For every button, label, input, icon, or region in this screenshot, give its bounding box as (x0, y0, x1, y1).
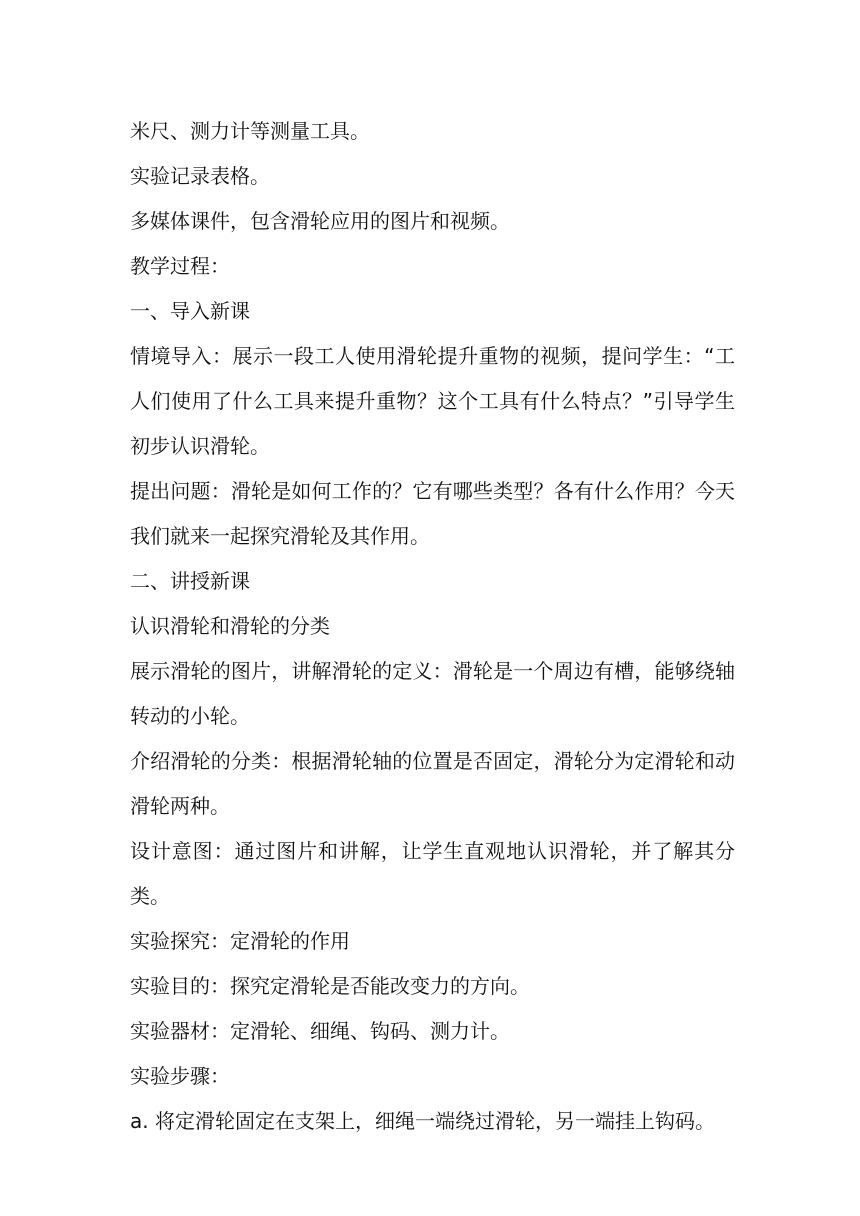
section-heading: 二、讲授新课 (130, 569, 250, 593)
list-item: a. 将定滑轮固定在支架上，细绳一端绕过滑轮，另一端挂上钩码。 (130, 1109, 715, 1133)
paragraph: 实验目的：探究定滑轮是否能改变力的方向。 (130, 974, 530, 998)
paragraph: 提出问题：滑轮是如何工作的？它有哪些类型？各有什么作用？今天我们就来一起探究滑轮及其作用。 (130, 479, 735, 548)
paragraph: 多媒体课件，包含滑轮应用的图片和视频。 (130, 209, 510, 233)
section-heading: 一、导入新课 (130, 299, 250, 323)
paragraph: 实验器材：定滑轮、细绳、钩码、测力计。 (130, 1019, 510, 1043)
paragraph: 设计意图：通过图片和讲解，让学生直观地认识滑轮，并了解其分类。 (130, 839, 735, 908)
paragraph: 实验步骤： (130, 1064, 230, 1088)
subsection-heading: 认识滑轮和滑轮的分类 (130, 614, 330, 638)
subsection-heading: 实验探究：定滑轮的作用 (130, 929, 350, 953)
paragraph: 情境导入：展示一段工人使用滑轮提升重物的视频，提问学生：“工人们使用了什么工具来提升重物？这个工具有什么特点？”引导学生初步认识滑轮。 (130, 344, 735, 458)
section-label: 教学过程： (130, 254, 230, 278)
paragraph: 实验记录表格。 (130, 164, 270, 188)
paragraph: 展示滑轮的图片，讲解滑轮的定义：滑轮是一个周边有槽，能够绕轴转动的小轮。 (130, 659, 735, 728)
paragraph: 介绍滑轮的分类：根据滑轮轴的位置是否固定，滑轮分为定滑轮和动滑轮两种。 (130, 749, 735, 818)
paragraph: 米尺、测力计等测量工具。 (130, 119, 370, 143)
document-body (130, 109, 735, 1144)
